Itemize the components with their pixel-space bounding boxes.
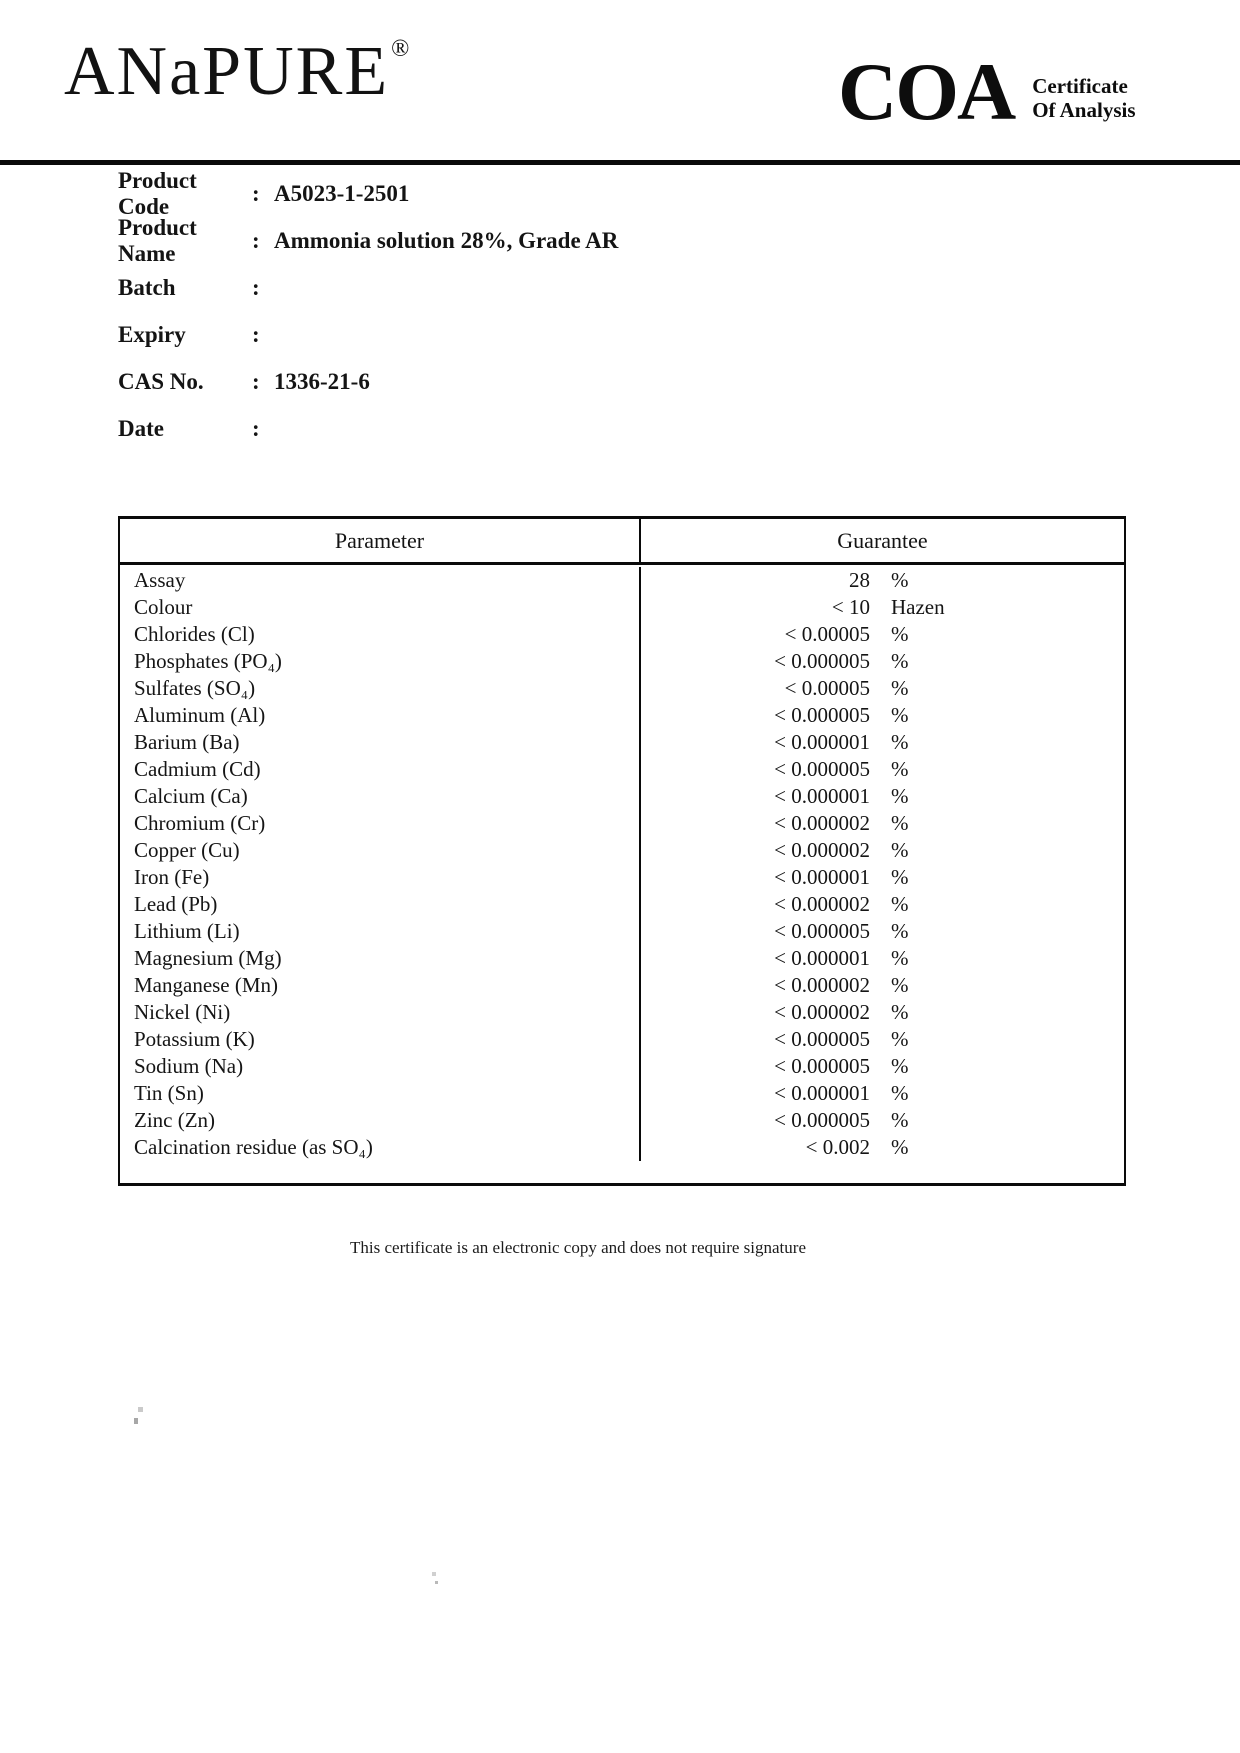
- parameter-cell: Lithium (Li): [120, 918, 641, 945]
- guarantee-cell: [641, 567, 1124, 594]
- guarantee-value: < 0.000001: [774, 1081, 870, 1105]
- info-label: Date: [118, 415, 164, 441]
- guarantee-cell: [641, 729, 1124, 756]
- guarantee-unit: %: [891, 811, 909, 835]
- table-row: [120, 1080, 1124, 1107]
- guarantee-unit: %: [891, 1000, 909, 1024]
- parameter-cell: Chromium (Cr): [120, 810, 641, 837]
- product-info: [118, 167, 619, 452]
- guarantee-value: < 0.000005: [774, 1054, 870, 1078]
- brand-logo: [64, 32, 410, 112]
- guarantee-cell: [641, 864, 1124, 891]
- parameter-cell: Colour: [120, 594, 641, 621]
- guarantee-unit: %: [891, 919, 909, 943]
- info-label: Batch: [118, 274, 176, 300]
- guarantee-cell: [641, 972, 1124, 999]
- table-row: [120, 972, 1124, 999]
- table-row: [120, 918, 1124, 945]
- info-separator: :: [252, 274, 260, 300]
- info-label: Product Code: [118, 167, 197, 219]
- guarantee-unit: %: [891, 1027, 909, 1051]
- table-row: [120, 837, 1124, 864]
- guarantee-value: 28: [849, 568, 870, 592]
- scan-speck: [134, 1418, 138, 1424]
- info-separator: :: [252, 180, 260, 206]
- info-row: [118, 311, 618, 358]
- guarantee-cell: [641, 1107, 1124, 1134]
- coa-abbreviation: COA: [838, 46, 1015, 137]
- guarantee-unit: %: [891, 838, 909, 862]
- parameter-column-header: Parameter: [120, 519, 641, 562]
- brand-name: ANaPURE: [64, 33, 390, 110]
- parameter-cell: Aluminum (Al): [120, 702, 641, 729]
- guarantee-cell: [641, 945, 1124, 972]
- parameter-cell: Sulfates (SO₄): [120, 675, 641, 702]
- info-row: [118, 214, 619, 266]
- guarantee-cell: [641, 1053, 1124, 1080]
- parameter-cell: Manganese (Mn): [120, 972, 641, 999]
- info-separator: :: [252, 227, 260, 253]
- info-value: 1336-21-6: [274, 368, 370, 394]
- info-row: [118, 358, 618, 405]
- parameter-cell: Zinc (Zn): [120, 1107, 641, 1134]
- guarantee-value: < 0.000005: [774, 703, 870, 727]
- guarantee-unit: %: [891, 703, 909, 727]
- table-row: [120, 1026, 1124, 1053]
- guarantee-cell: [641, 621, 1124, 648]
- table-row: [120, 945, 1124, 972]
- guarantee-cell: [641, 999, 1124, 1026]
- table-row: [120, 1134, 1124, 1161]
- info-label: CAS No.: [118, 368, 204, 394]
- guarantee-value: < 0.000002: [774, 892, 870, 916]
- registered-trademark-icon: ®: [391, 36, 410, 62]
- table-row: [120, 1107, 1124, 1134]
- guarantee-value: < 0.00005: [784, 676, 870, 700]
- guarantee-value: < 0.000002: [774, 838, 870, 862]
- guarantee-unit: %: [891, 784, 909, 808]
- info-row: [118, 167, 618, 219]
- parameter-cell: Calcination residue (as SO₄): [120, 1134, 641, 1161]
- guarantee-value: < 0.000001: [774, 784, 870, 808]
- guarantee-cell: [641, 1080, 1124, 1107]
- guarantee-unit: %: [891, 622, 909, 646]
- parameters-table: [118, 516, 1126, 1186]
- parameter-cell: Cadmium (Cd): [120, 756, 641, 783]
- guarantee-value: < 0.000005: [774, 649, 870, 673]
- guarantee-value: < 0.00005: [784, 622, 870, 646]
- parameter-cell: Magnesium (Mg): [120, 945, 641, 972]
- coa-title-line-2: Of Analysis: [1032, 98, 1136, 123]
- guarantee-value: < 0.000002: [774, 811, 870, 835]
- table-row: [120, 891, 1124, 918]
- coa-title: [1032, 74, 1135, 128]
- guarantee-value: < 0.000002: [774, 1000, 870, 1024]
- table-row: [120, 810, 1124, 837]
- parameter-cell: Assay: [120, 567, 641, 594]
- table-row: [120, 1053, 1124, 1080]
- info-label: Expiry: [118, 321, 186, 347]
- guarantee-cell: [641, 918, 1124, 945]
- parameter-cell: Nickel (Ni): [120, 999, 641, 1026]
- guarantee-value: < 0.000001: [774, 865, 870, 889]
- guarantee-value: < 10: [831, 595, 870, 619]
- guarantee-unit: Hazen: [891, 595, 945, 619]
- guarantee-unit: %: [891, 1108, 909, 1132]
- guarantee-cell: [641, 891, 1124, 918]
- info-value: Ammonia solution 28%, Grade AR: [274, 227, 619, 253]
- scan-speck: [432, 1572, 436, 1576]
- guarantee-value: < 0.000005: [774, 1027, 870, 1051]
- guarantee-unit: %: [891, 1054, 909, 1078]
- guarantee-unit: %: [891, 892, 909, 916]
- coa-title-line-1: Certificate: [1032, 74, 1128, 99]
- info-row: [118, 264, 618, 311]
- info-separator: :: [252, 415, 260, 441]
- info-separator: :: [252, 321, 260, 347]
- guarantee-unit: %: [891, 946, 909, 970]
- parameter-cell: Calcium (Ca): [120, 783, 641, 810]
- table-row: [120, 783, 1124, 810]
- footer-note: This certificate is an electronic copy and does not require signature: [350, 1238, 806, 1257]
- guarantee-column-header: Guarantee: [837, 527, 928, 553]
- table-row: [120, 999, 1124, 1026]
- scan-speck: [435, 1581, 438, 1584]
- table-row: [120, 729, 1124, 756]
- guarantee-unit: %: [891, 865, 909, 889]
- parameter-cell: Potassium (K): [120, 1026, 641, 1053]
- parameter-cell: Phosphates (PO₄): [120, 648, 641, 675]
- guarantee-value: < 0.000001: [774, 730, 870, 754]
- guarantee-cell: [641, 1026, 1124, 1053]
- parameter-cell: Chlorides (Cl): [120, 621, 641, 648]
- scan-speck: [138, 1407, 143, 1412]
- guarantee-value: < 0.000005: [774, 757, 870, 781]
- parameter-cell: Barium (Ba): [120, 729, 641, 756]
- info-row: [118, 405, 618, 452]
- guarantee-cell: [641, 675, 1124, 702]
- guarantee-value: < 0.002: [805, 1135, 870, 1159]
- header-divider: [0, 160, 1240, 165]
- table-row: [120, 756, 1124, 783]
- guarantee-unit: %: [891, 649, 909, 673]
- guarantee-unit: %: [891, 676, 909, 700]
- table-row: [120, 702, 1124, 729]
- parameter-cell: Lead (Pb): [120, 891, 641, 918]
- guarantee-cell: [641, 783, 1124, 810]
- guarantee-cell: [641, 702, 1124, 729]
- table-row: [120, 567, 1124, 594]
- guarantee-cell: [641, 756, 1124, 783]
- guarantee-unit: %: [891, 730, 909, 754]
- guarantee-cell: [641, 810, 1124, 837]
- parameter-cell: Copper (Cu): [120, 837, 641, 864]
- table-row: [120, 675, 1124, 702]
- guarantee-cell: [641, 594, 1124, 621]
- table-row: [120, 594, 1124, 621]
- guarantee-value: < 0.000005: [774, 919, 870, 943]
- guarantee-unit: %: [891, 1135, 909, 1159]
- guarantee-unit: %: [891, 973, 909, 997]
- guarantee-cell: [641, 648, 1124, 675]
- table-row: [120, 864, 1124, 891]
- guarantee-unit: %: [891, 757, 909, 781]
- info-label: Product Name: [118, 214, 197, 266]
- guarantee-unit: %: [891, 568, 909, 592]
- info-separator: :: [252, 368, 260, 394]
- parameter-cell: Tin (Sn): [120, 1080, 641, 1107]
- parameter-cell: Iron (Fe): [120, 864, 641, 891]
- guarantee-value: < 0.000002: [774, 973, 870, 997]
- guarantee-cell: [641, 837, 1124, 864]
- table-body: [120, 565, 1124, 1183]
- info-value: A5023-1-2501: [274, 180, 410, 206]
- guarantee-value: < 0.000001: [774, 946, 870, 970]
- table-row: [120, 621, 1124, 648]
- table-row: [120, 648, 1124, 675]
- parameter-cell: Sodium (Na): [120, 1053, 641, 1080]
- guarantee-value: < 0.000005: [774, 1108, 870, 1132]
- guarantee-unit: %: [891, 1081, 909, 1105]
- guarantee-cell: [641, 1134, 1124, 1161]
- table-header-row: [120, 519, 1124, 565]
- coa-header: [838, 46, 1136, 137]
